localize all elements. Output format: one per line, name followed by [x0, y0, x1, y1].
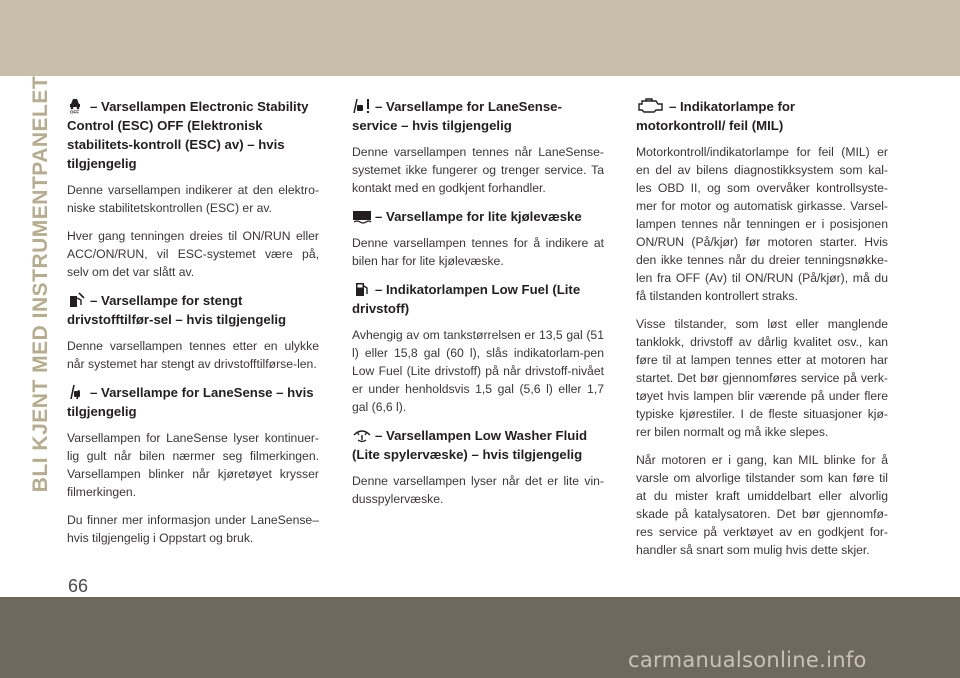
section-low-washer-heading: [352, 426, 604, 464]
low-fuel-paragraph-1: Avhengig av om tankstørrelsen er 13,5 gal (51 l) eller 15,8 gal (60 l), slås indikatorlam-pen Low Fuel (Lite drivstoff) på når drivstoff-nivået er under henholdsvis 1,5 gal (5,6 l) eller 1,7 gal (6,6 l).: [352, 328, 604, 414]
lanesense-paragraph-2: Du finner mer informasjon under LaneSense– hvis tilgjengelig i Oppstart og bruk.: [67, 513, 319, 545]
check-engine-icon: [636, 98, 666, 114]
mil-paragraph-2: Visse tilstander, som løst eller manglende tanklokk, drivstoff av dårlig kvalitet osv., kan føre til at lampen tennes etter at motoren har startet. Det bør gjennomføres service på verk-tøyet hvis lampen blir værende på under flere typiske kjørestiler. I de fleste situasjoner kjø-rer bilen normalt og må ikke slepes.: [636, 317, 888, 439]
top-band: [0, 0, 960, 76]
svg-text:OFF: OFF: [70, 109, 79, 114]
lanesense-service-paragraph-1: Denne varsellampen tennes når LaneSense-systemet ikke fungerer og trenger service. Ta kontakt med en godkjent forhandler.: [352, 145, 604, 195]
section-low-washer-title: – Varsellampen Low Washer Fluid (Lite spylervæske) – hvis tilgjengelig: [352, 428, 588, 462]
washer-fluid-icon: [352, 427, 372, 443]
section-lanesense-title: – Varsellampe for LaneSense – hvis tilgjengelig: [67, 385, 314, 419]
section-mil-title: – Indikatorlampe for motorkontroll/ feil (MIL): [636, 99, 796, 133]
section-low-fuel-title: – Indikatorlampen Low Fuel (Lite drivstoff): [352, 282, 581, 316]
section-low-coolant-heading: [352, 207, 604, 226]
column-3: [636, 97, 888, 569]
column-2: [352, 97, 604, 518]
section-mil-heading: [636, 97, 888, 135]
coolant-icon: [352, 208, 372, 224]
mil-paragraph-3: Når motoren er i gang, kan MIL blinke for å varsle om alvorlige tilstander som kan føre til at du mister kraft umiddelbart eller alvorlig skade på katalysatoren. Det bør gjennomfø-res service på verktøyet av en godkjent for-handler så snart som mulig hvis dette skjer.: [636, 453, 888, 557]
page-number: 66: [68, 576, 89, 596]
fuel-pump-icon: [352, 281, 372, 297]
chapter-side-title: [26, 75, 56, 493]
section-lanesense-service-title: – Varsellampe for LaneSense-service – hvis tilgjengelig: [352, 99, 562, 133]
lanesense-service-icon: [352, 98, 372, 114]
fuel-cutoff-icon: [67, 292, 87, 308]
esc-off-paragraph-1: Denne varsellampen indikerer at den elektro-niske stabilitetskontrollen (ESC) er av.: [67, 183, 319, 215]
section-esc-off-title: – Varsellampen Electronic Stability Control (ESC) OFF (Elektronisk stabilitets-kontroll (ESC) av) – hvis tilgjengelig: [67, 99, 309, 171]
section-low-fuel-heading: [352, 280, 604, 318]
section-fuel-cutoff-title: – Varsellampe for stengt drivstofftilfør-sel – hvis tilgjengelig: [67, 293, 287, 327]
esc-off-icon: [67, 98, 87, 114]
column-1: [67, 97, 319, 557]
esc-off-paragraph-2: Hver gang tenningen dreies til ON/RUN eller ACC/ON/RUN, vil ESC-systemet være på, selv om det var slått av.: [67, 229, 319, 279]
mil-paragraph-1: Motorkontroll/indikatorlampe for feil (MIL) er en del av bilens diagnostikksystem som kal-les OBD II, og som overvåker kontrollsyste-mer for motor og automatisk girkasse. Varsel-lampen tennes når tenningen er i posisjonen ON/RUN (På/kjør) før motoren starter. Hvis den ikke tennes når du dreier tenningsnøkke-len fra OFF (Av) til ON/RUN (På/kjør), må du få tilstanden kontrollert straks.: [636, 145, 888, 303]
section-low-coolant-title: – Varsellampe for lite kjølevæske: [375, 209, 582, 224]
section-lanesense-service-heading: [352, 97, 604, 135]
section-lanesense-heading: [67, 383, 319, 421]
low-washer-paragraph-1: Denne varsellampen lyser når det er lite vin-dusspylervæske.: [352, 474, 604, 506]
fuel-cutoff-paragraph-1: Denne varsellampen tennes etter en ulykke når systemet har stengt av drivstofftilførse-len.: [67, 339, 319, 371]
low-coolant-paragraph-1: Denne varsellampen tennes for å indikere at bilen har for lite kjølevæske.: [352, 236, 604, 268]
section-esc-off-heading: [67, 97, 319, 173]
watermark-text: carmanualsonline.info: [628, 648, 867, 672]
lanesense-icon: [67, 384, 87, 400]
lanesense-paragraph-1: Varsellampen for LaneSense lyser kontinuer-lig gult når bilen nærmer seg filmerkingen. Varsellampen blinker når kjøretøyet krysser filmerkingen.: [67, 431, 319, 499]
chapter-title-text: BLI KJENT MED INSTRUMENTPANELET: [29, 75, 53, 493]
section-fuel-cutoff-heading: [67, 291, 319, 329]
